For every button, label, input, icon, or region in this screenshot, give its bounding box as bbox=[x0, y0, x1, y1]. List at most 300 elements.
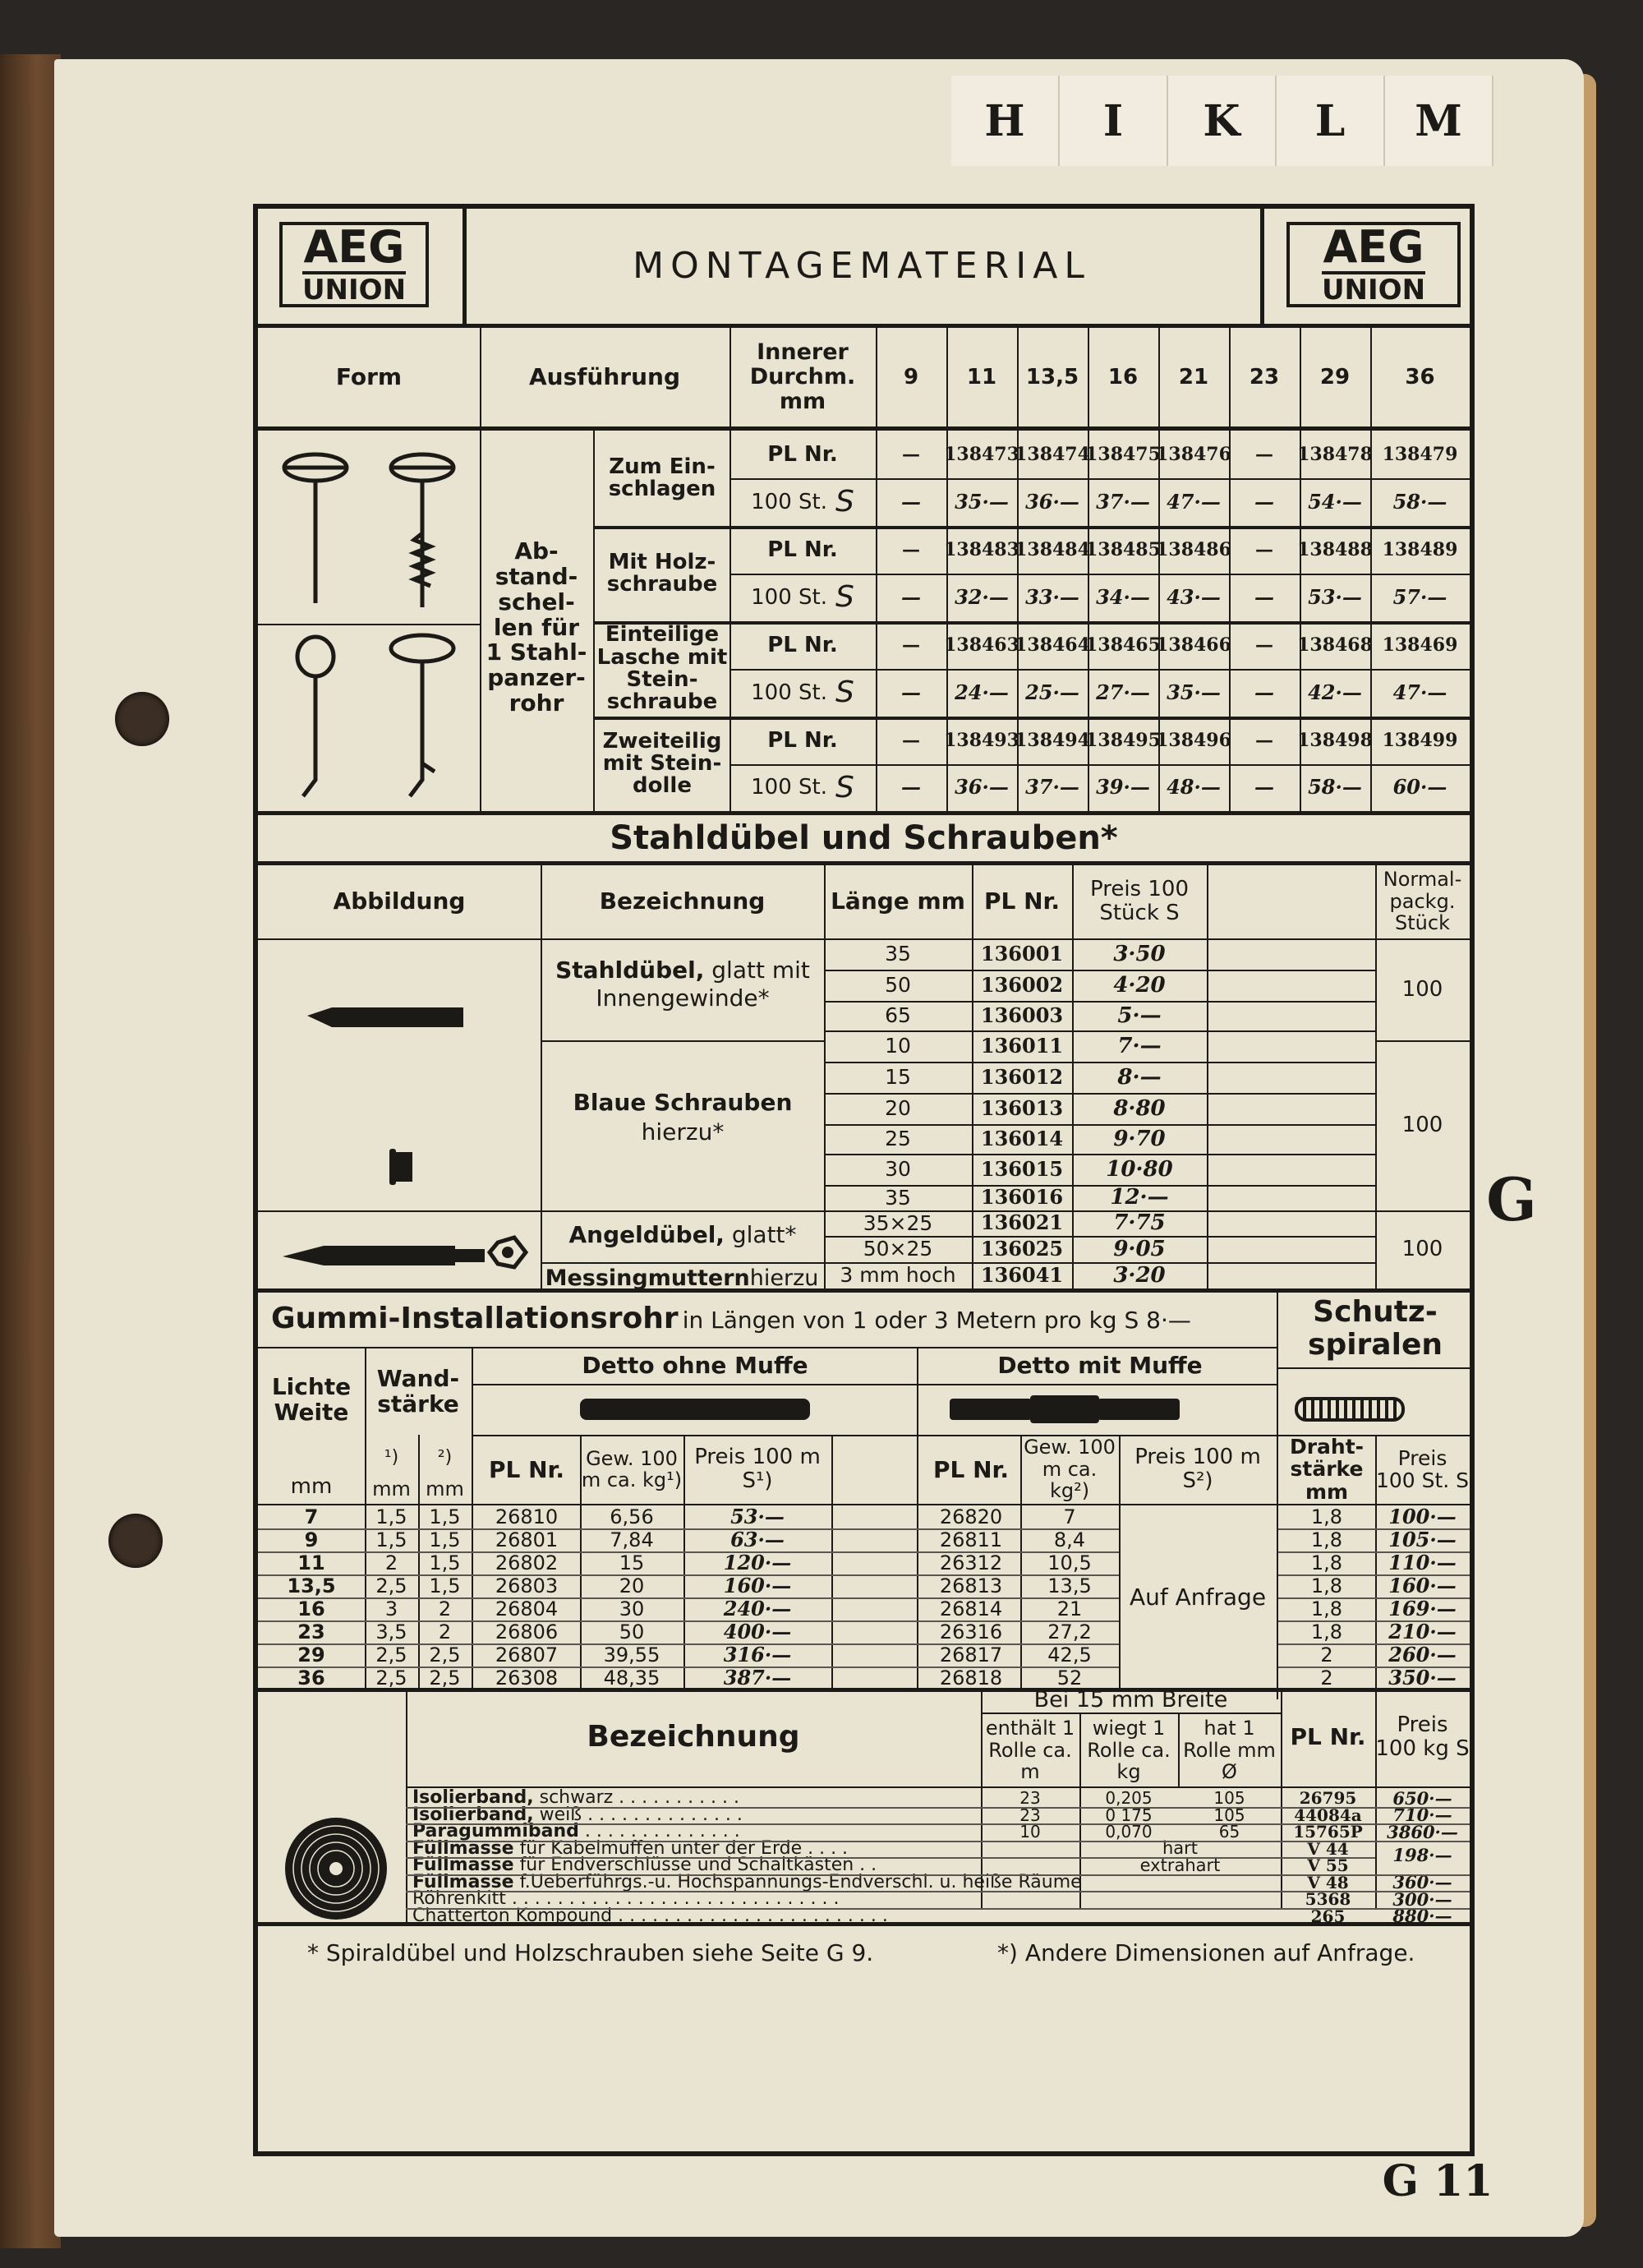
aeg-logo-left bbox=[279, 222, 429, 307]
t1-pl-cell: 138479 bbox=[1382, 443, 1458, 465]
t3-cell-d: 1,8 bbox=[1310, 1551, 1343, 1574]
t3-cell-pl2: 26316 bbox=[939, 1620, 1003, 1643]
t2-price: 12·— bbox=[1110, 1185, 1169, 1210]
t2-price: 8·— bbox=[1117, 1064, 1162, 1090]
t3-cell-lw: 11 bbox=[297, 1551, 325, 1574]
t3-cell-pl1: 26308 bbox=[495, 1666, 559, 1689]
t1-size-7: 36 bbox=[1405, 364, 1435, 390]
t1-pl-cell: — bbox=[902, 443, 920, 465]
t4-pl: V 48 bbox=[1307, 1872, 1349, 1892]
t1-pl-label: PL Nr. bbox=[767, 537, 838, 562]
t1-row-name: Einteilige Lasche mit Stein-schraube bbox=[596, 622, 728, 715]
t1-group-label: Ab-stand-schel-len für 1 Stahl-panzer-rohr bbox=[486, 537, 587, 717]
t3-cell-w2: 1,5 bbox=[429, 1528, 461, 1551]
t3-cell-w1: 3,5 bbox=[375, 1620, 407, 1643]
t4-head-bei: Bei 15 mm Breite bbox=[1033, 1687, 1228, 1713]
t3-head-gew2: Gew. 100 m ca. kg²) bbox=[1024, 1436, 1116, 1503]
t1-price-cell: — bbox=[1254, 489, 1274, 514]
t3-cell-lw: 16 bbox=[297, 1597, 325, 1620]
t3-cell-pl1: 26804 bbox=[495, 1597, 559, 1620]
logo-brand: AEG bbox=[1323, 221, 1424, 273]
t4-kg: 0,070 bbox=[1105, 1822, 1153, 1842]
t2-pl: 136011 bbox=[980, 1033, 1064, 1058]
t3-cell-w1: 2,5 bbox=[375, 1574, 407, 1597]
t1-qty-text: 100 St. bbox=[751, 489, 827, 514]
t2-pack-1: 100 bbox=[1401, 976, 1443, 1002]
t3-cell-g2: 21 bbox=[1056, 1597, 1083, 1620]
t4-row-bold: Paragummiband bbox=[412, 1821, 579, 1842]
t1-pl-label: PL Nr. bbox=[767, 441, 838, 467]
t2-pl: 136015 bbox=[980, 1156, 1064, 1181]
t4-head-bez: Bezeichnung bbox=[587, 1720, 800, 1754]
t4-head-pl: PL Nr. bbox=[1290, 1722, 1366, 1750]
t3-cell-w2: 2,5 bbox=[429, 1643, 461, 1666]
t1-pl-cell: 138463 bbox=[944, 634, 1019, 656]
t1-pl-cell: 138485 bbox=[1085, 538, 1161, 560]
t2-len: 20 bbox=[885, 1096, 911, 1121]
t3-cell-p3: 100·— bbox=[1388, 1504, 1457, 1528]
t3-head-wand: Wand-stärke bbox=[376, 1365, 460, 1418]
t3-cell-p1: 240·— bbox=[723, 1596, 792, 1620]
t1-price-cell: 32·— bbox=[955, 584, 1009, 609]
t3-schutz: Schutz-spiralen bbox=[1308, 1295, 1443, 1362]
t1-size-0: 9 bbox=[903, 364, 919, 390]
t1-size-4: 21 bbox=[1178, 364, 1209, 390]
t1-size-3: 16 bbox=[1107, 364, 1139, 390]
tab-m[interactable]: M bbox=[1385, 76, 1493, 166]
t3-cell-pl1: 26810 bbox=[495, 1505, 559, 1528]
t2-len: 50×25 bbox=[863, 1237, 933, 1261]
t3-cell-g1: 48,35 bbox=[603, 1666, 660, 1689]
t3-cell-g2: 42,5 bbox=[1047, 1643, 1092, 1666]
t1-pl-cell: 138473 bbox=[944, 443, 1019, 465]
t3-cell-p3: 110·— bbox=[1388, 1550, 1457, 1574]
t3-cell-d: 1,8 bbox=[1310, 1505, 1343, 1528]
t2-price: 7·— bbox=[1117, 1033, 1162, 1058]
t3-cell-lw: 23 bbox=[297, 1620, 325, 1643]
t1-currency: S bbox=[835, 580, 854, 615]
t4-pl: V 44 bbox=[1307, 1838, 1349, 1859]
t2-title: Stahldübel und Schrauben* bbox=[610, 819, 1118, 857]
t2-head-pl: PL Nr. bbox=[984, 887, 1060, 915]
t4-price: 198·— bbox=[1392, 1845, 1452, 1866]
t4-dia: 65 bbox=[1218, 1822, 1240, 1842]
t1-currency: S bbox=[835, 485, 854, 519]
t1-pl-cell: 138494 bbox=[1015, 729, 1090, 751]
t3-cell-pl1: 26801 bbox=[495, 1528, 559, 1551]
t3-cell-p1: 53·— bbox=[730, 1504, 785, 1528]
t1-price-cell: — bbox=[901, 775, 921, 800]
t1-size-5: 23 bbox=[1249, 364, 1280, 390]
t1-price-cell: 24·— bbox=[955, 680, 1009, 704]
t2-head-len: Länge mm bbox=[831, 887, 965, 915]
t3-title-main: Gummi-Installationsrohr bbox=[271, 1302, 679, 1335]
t4-price: 3860·— bbox=[1387, 1821, 1458, 1842]
t2-desc-angeldubel-rest: glatt* bbox=[731, 1221, 797, 1248]
t1-qty-text: 100 St. bbox=[751, 584, 827, 610]
t3-cell-d: 2 bbox=[1320, 1666, 1333, 1689]
t3-cell-w2: 1,5 bbox=[429, 1574, 461, 1597]
t3-cell-g1: 15 bbox=[619, 1551, 645, 1574]
t4-row-rest: für Kabelmuffen unter der Erde . . . . bbox=[519, 1837, 849, 1859]
t3-cell-pl2: 26818 bbox=[939, 1666, 1003, 1689]
t1-row-name: Zweiteilig mit Stein-dolle bbox=[602, 728, 722, 799]
t3-cell-lw: 13,5 bbox=[287, 1574, 336, 1597]
t1-pl-cell: 138496 bbox=[1156, 729, 1231, 751]
t1-pl-label: PL Nr. bbox=[767, 727, 838, 753]
t3-cell-pl1: 26802 bbox=[495, 1551, 559, 1574]
t3-cell-w2: 1,5 bbox=[429, 1505, 461, 1528]
t1-price-cell: — bbox=[901, 584, 921, 609]
t3-cell-g2: 27,2 bbox=[1047, 1620, 1092, 1643]
t2-desc-messing-name: Messingmuttern bbox=[545, 1265, 750, 1291]
t4-ent: 23 bbox=[1019, 1805, 1041, 1825]
t4-row-bold: Füllmasse bbox=[412, 1871, 514, 1892]
t3-head-mm: mm bbox=[290, 1473, 333, 1499]
t2-desc-schrauben bbox=[547, 1088, 818, 1148]
t2-len: 35 bbox=[885, 1185, 911, 1210]
t1-price-cell: 58·— bbox=[1392, 489, 1447, 514]
page-number: G 11 bbox=[1382, 2156, 1493, 2207]
t1-pl-cell: 138466 bbox=[1156, 634, 1231, 656]
tab-k[interactable]: K bbox=[1168, 76, 1277, 166]
punch-hole-top bbox=[115, 692, 169, 746]
t1-pl-cell: — bbox=[902, 634, 920, 656]
t2-len: 10 bbox=[885, 1034, 911, 1058]
t3-cell-p1: 63·— bbox=[730, 1527, 785, 1551]
t1-price-cell: 47·— bbox=[1392, 680, 1447, 704]
t2-price: 9·70 bbox=[1113, 1126, 1166, 1151]
t2-len: 50 bbox=[885, 973, 911, 998]
t3-cell-w1: 2 bbox=[384, 1551, 398, 1574]
t3-cell-g1: 20 bbox=[619, 1574, 645, 1597]
t2-pack-3: 100 bbox=[1401, 1237, 1443, 1262]
t4-ent: 23 bbox=[1019, 1788, 1041, 1809]
t1-pl-cell: 138469 bbox=[1382, 634, 1458, 656]
t3-cell-w1: 1,5 bbox=[375, 1505, 407, 1528]
t1-qty-text: 100 St. bbox=[751, 680, 827, 705]
t3-head-mit: Detto mit Muffe bbox=[997, 1351, 1203, 1379]
t3-cell-lw: 29 bbox=[297, 1643, 325, 1666]
t3-cell-w1: 3 bbox=[384, 1597, 398, 1620]
t3-cell-pl2: 26814 bbox=[939, 1597, 1003, 1620]
t2-price: 7·75 bbox=[1113, 1210, 1166, 1236]
t1-head-inner: Innerer Durchm. mm bbox=[749, 339, 856, 414]
t4-pl: 26795 bbox=[1299, 1788, 1357, 1809]
t1-pl-cell: 138486 bbox=[1156, 538, 1231, 560]
t2-price: 8·80 bbox=[1113, 1095, 1166, 1121]
t2-price: 4·20 bbox=[1113, 972, 1166, 998]
t3-cell-g1: 6,56 bbox=[610, 1505, 654, 1528]
t1-price-cell: — bbox=[1254, 584, 1274, 609]
t3-head-w2: ²) bbox=[437, 1446, 453, 1468]
t1-price-cell: 36·— bbox=[1025, 489, 1079, 514]
t2-head-bez: Bezeichnung bbox=[599, 887, 766, 915]
t3-cell-g2: 8,4 bbox=[1053, 1528, 1086, 1551]
t3-cell-w1: 1,5 bbox=[375, 1528, 407, 1551]
t3-cell-pl2: 26813 bbox=[939, 1574, 1003, 1597]
t4-price: 650·— bbox=[1392, 1787, 1452, 1809]
t1-price-cell: 37·— bbox=[1096, 489, 1150, 514]
t3-cell-pl2: 26817 bbox=[939, 1643, 1003, 1666]
t1-pl-cell: — bbox=[902, 538, 920, 560]
t1-qty-label bbox=[731, 669, 874, 717]
t1-price-cell: — bbox=[901, 489, 921, 514]
t1-qty-label bbox=[731, 478, 874, 526]
t2-pl: 136041 bbox=[980, 1262, 1064, 1287]
t3-cell-p3: 105·— bbox=[1388, 1527, 1457, 1551]
t1-pl-cell: 138499 bbox=[1382, 729, 1458, 751]
t1-price-cell: 58·— bbox=[1308, 775, 1362, 800]
t2-len: 15 bbox=[885, 1065, 911, 1090]
register-tabs bbox=[951, 76, 1493, 166]
t2-pl: 136014 bbox=[980, 1126, 1064, 1150]
t1-pl-cell: 138493 bbox=[944, 729, 1019, 751]
t1-price-cell: — bbox=[1254, 680, 1274, 704]
t3-cell-pl1: 26806 bbox=[495, 1620, 559, 1643]
t4-price: 300·— bbox=[1392, 1888, 1452, 1910]
t1-pl-label: PL Nr. bbox=[767, 632, 838, 657]
t1-price-cell: 37·— bbox=[1025, 775, 1079, 800]
t4-hard: hart bbox=[1162, 1838, 1199, 1859]
logo-sub: UNION bbox=[302, 271, 406, 304]
t3-cell-w2: 2 bbox=[438, 1620, 452, 1643]
t3-cell-pl1: 26807 bbox=[495, 1643, 559, 1666]
t1-price-cell: 27·— bbox=[1096, 680, 1150, 704]
t1-price-cell: 39·— bbox=[1096, 775, 1150, 800]
t3-cell-p3: 260·— bbox=[1388, 1642, 1457, 1666]
t2-pl: 136021 bbox=[980, 1210, 1064, 1235]
t3-cell-pl2: 26312 bbox=[939, 1551, 1003, 1574]
t1-pl-cell: 138468 bbox=[1297, 634, 1373, 656]
t3-cell-g2: 13,5 bbox=[1047, 1574, 1092, 1597]
t3-cell-w1: 2,5 bbox=[375, 1666, 407, 1689]
t1-pl-cell: 138495 bbox=[1085, 729, 1161, 751]
t2-desc-angeldubel-name: Angeldübel, bbox=[568, 1221, 725, 1248]
t1-price-cell: 43·— bbox=[1167, 584, 1221, 609]
t1-price-cell: — bbox=[901, 680, 921, 704]
t1-price-cell: 35·— bbox=[1167, 680, 1221, 704]
aeg-logo-right bbox=[1286, 222, 1461, 307]
tab-h[interactable]: H bbox=[951, 76, 1060, 166]
t1-qty-label bbox=[731, 574, 874, 621]
t3-cell-p3: 210·— bbox=[1388, 1619, 1457, 1643]
t4-row-rest: für Endverschlüsse und Schaltkästen . . bbox=[519, 1855, 877, 1875]
tape-roll-icon bbox=[283, 1815, 389, 1922]
t3-cell-p3: 169·— bbox=[1388, 1596, 1457, 1620]
catalog-frame bbox=[253, 204, 1475, 2156]
t1-pl-cell: — bbox=[1255, 443, 1273, 465]
t2-head-abb: Abbildung bbox=[333, 887, 466, 915]
t2-pl: 136001 bbox=[980, 941, 1064, 966]
t3-cell-g2: 7 bbox=[1063, 1505, 1076, 1528]
t1-size-2: 13,5 bbox=[1025, 364, 1079, 390]
t2-pl: 136016 bbox=[980, 1185, 1064, 1210]
t1-pl-cell: 138465 bbox=[1085, 634, 1161, 656]
binder-spine bbox=[0, 54, 61, 2248]
t4-pl: V 55 bbox=[1307, 1855, 1349, 1876]
punch-hole-bottom bbox=[108, 1514, 163, 1568]
t3-cell-w2: 2 bbox=[438, 1597, 452, 1620]
t1-price-cell: 60·— bbox=[1392, 775, 1447, 800]
logo-sub: UNION bbox=[1322, 271, 1425, 304]
t2-pl: 136003 bbox=[980, 1003, 1064, 1027]
t2-desc-stahldubel bbox=[547, 957, 818, 1012]
t2-pl: 136002 bbox=[980, 972, 1064, 997]
t3-cell-g2: 10,5 bbox=[1047, 1551, 1092, 1574]
t4-row-rest: Röhrenkitt . . . . . . . . . . . . . . . . . . . . . . . . . . . . . bbox=[412, 1888, 840, 1909]
t1-price-cell: 54·— bbox=[1308, 489, 1362, 514]
t1-pl-cell: — bbox=[1255, 634, 1273, 656]
t1-pl-cell: 138475 bbox=[1085, 443, 1161, 465]
t3-head-preis1: Preis 100 m S¹) bbox=[694, 1445, 821, 1493]
footnote-spiraldubel: * Spiraldübel und Holzschrauben siehe Seite G 9. bbox=[307, 1939, 874, 1966]
t4-price: 710·— bbox=[1392, 1805, 1452, 1826]
t3-cell-d: 1,8 bbox=[1310, 1620, 1343, 1643]
t4-row-rest: . . . . . . . . . . . . . . bbox=[584, 1821, 740, 1842]
t2-pack-2: 100 bbox=[1401, 1113, 1443, 1138]
t1-price-cell: 48·— bbox=[1167, 775, 1221, 800]
t1-row-name: Zum Ein-schlagen bbox=[608, 454, 716, 501]
t3-cell-lw: 7 bbox=[304, 1505, 319, 1528]
t1-pl-cell: 138474 bbox=[1015, 443, 1090, 465]
t4-head-ent: enthält 1 Rolle ca. m bbox=[985, 1717, 1075, 1784]
t2-desc-schrauben-name: Blaue Schrauben bbox=[573, 1089, 793, 1116]
dowel-illustrations bbox=[274, 948, 529, 1293]
t1-row-name: Mit Holz-schraube bbox=[606, 549, 718, 597]
t3-cell-g1: 39,55 bbox=[603, 1643, 660, 1666]
t1-pl-cell: 138476 bbox=[1156, 443, 1231, 465]
t3-cell-w2: 2,5 bbox=[429, 1666, 461, 1689]
t4-ent: 10 bbox=[1019, 1822, 1041, 1842]
t2-price: 3·20 bbox=[1113, 1262, 1166, 1288]
t3-cell-p1: 160·— bbox=[723, 1573, 792, 1597]
t3-head-ohne: Detto ohne Muffe bbox=[582, 1351, 808, 1379]
t3-cell-p1: 400·— bbox=[723, 1619, 792, 1643]
t4-dia: 105 bbox=[1213, 1805, 1245, 1825]
t3-cell-p1: 387·— bbox=[723, 1665, 792, 1689]
t3-title bbox=[271, 1302, 1191, 1335]
t1-pl-cell: 138498 bbox=[1297, 729, 1373, 751]
t2-desc-stahldubel-rest: glatt mit Innengewinde* bbox=[596, 957, 810, 1012]
t1-price-cell: 25·— bbox=[1025, 680, 1079, 704]
t3-head-pl1: PL Nr. bbox=[489, 1455, 564, 1483]
t4-dia: 105 bbox=[1213, 1788, 1245, 1809]
t3-cell-d: 1,8 bbox=[1310, 1574, 1343, 1597]
t4-hard: extrahart bbox=[1139, 1855, 1221, 1875]
t4-pl: 265 bbox=[1310, 1906, 1346, 1926]
t3-cell-pl1: 26803 bbox=[495, 1574, 559, 1597]
t1-size-1: 11 bbox=[966, 364, 997, 390]
t3-cell-g1: 50 bbox=[619, 1620, 645, 1643]
t2-price: 3·50 bbox=[1113, 941, 1166, 966]
section-letter: G bbox=[1486, 1164, 1537, 1235]
t1-size-6: 29 bbox=[1319, 364, 1351, 390]
t1-price-cell: 53·— bbox=[1308, 584, 1362, 609]
t4-pl: 44084a bbox=[1294, 1805, 1362, 1825]
t4-price: 880·— bbox=[1392, 1906, 1452, 1927]
t2-desc-schrauben-rest: hierzu* bbox=[641, 1118, 725, 1146]
t4-head-wiegt: wiegt 1 Rolle ca. kg bbox=[1087, 1717, 1171, 1784]
t4-row-bold: Isolierband, bbox=[412, 1787, 534, 1808]
t2-desc-angeldubel bbox=[547, 1221, 818, 1248]
page-title: MONTAGEMATERIAL bbox=[633, 244, 1091, 287]
t1-price-cell: 57·— bbox=[1392, 584, 1447, 609]
t1-pl-cell: — bbox=[1255, 538, 1273, 560]
t1-qty-text: 100 St. bbox=[751, 775, 827, 800]
t1-price-cell: 33·— bbox=[1025, 584, 1079, 609]
t2-price: 10·80 bbox=[1106, 1156, 1173, 1182]
t2-price: 5·— bbox=[1117, 1003, 1162, 1028]
t3-cell-p3: 160·— bbox=[1388, 1573, 1457, 1597]
t3-cell-p1: 316·— bbox=[723, 1642, 792, 1666]
t1-price-cell: 42·— bbox=[1308, 680, 1362, 704]
t2-head-price: Preis 100 Stück S bbox=[1090, 877, 1189, 925]
t3-cell-p1: 120·— bbox=[723, 1550, 792, 1574]
t4-kg: 0 175 bbox=[1105, 1805, 1153, 1825]
t4-row-rest: schwarz . . . . . . . . . . . bbox=[539, 1787, 740, 1808]
t2-pl: 136025 bbox=[980, 1236, 1064, 1261]
t3-head-pl2: PL Nr. bbox=[933, 1455, 1009, 1483]
t3-head-preis2: Preis 100 m S²) bbox=[1134, 1445, 1261, 1493]
t1-price-cell: 36·— bbox=[955, 775, 1009, 800]
tab-l[interactable]: L bbox=[1277, 76, 1385, 166]
t4-pl: 5368 bbox=[1305, 1889, 1351, 1910]
t4-head-hat: hat 1 Rolle mm Ø bbox=[1183, 1717, 1276, 1784]
t1-head-form: Form bbox=[335, 362, 403, 390]
tab-i[interactable]: I bbox=[1060, 76, 1168, 166]
t3-head-draht: Draht-stärke mm bbox=[1289, 1434, 1365, 1504]
t3-cell-pl2: 26820 bbox=[939, 1505, 1003, 1528]
t3-title-rest: in Längen von 1 oder 3 Metern pro kg S 8·— bbox=[682, 1307, 1191, 1334]
t1-price-cell: 34·— bbox=[1096, 584, 1150, 609]
t3-cell-w1: 2,5 bbox=[375, 1643, 407, 1666]
t2-head-pack: Normal-packg. Stück bbox=[1383, 868, 1462, 935]
t2-len: 3 mm hoch bbox=[840, 1263, 956, 1288]
t3-cell-d: 1,8 bbox=[1310, 1528, 1343, 1551]
t4-row-bold: Füllmasse bbox=[412, 1837, 514, 1859]
t2-len: 25 bbox=[885, 1127, 911, 1151]
logo-brand: AEG bbox=[303, 221, 405, 273]
t1-pl-cell: 138483 bbox=[944, 538, 1019, 560]
t1-price-cell: 35·— bbox=[955, 489, 1009, 514]
t4-kg: 0,205 bbox=[1105, 1788, 1153, 1809]
t3-head-gew1: Gew. 100 m ca. kg¹) bbox=[581, 1446, 683, 1491]
t1-pl-cell: 138484 bbox=[1015, 538, 1090, 560]
rubber-tube-illustrations bbox=[473, 1385, 1470, 1435]
t3-cell-d: 1,8 bbox=[1310, 1597, 1343, 1620]
t3-cell-p3: 350·— bbox=[1388, 1665, 1457, 1689]
footnote-dimensions: *) Andere Dimensionen auf Anfrage. bbox=[997, 1939, 1415, 1966]
t3-head-preis3: Preis 100 St. S bbox=[1375, 1445, 1470, 1492]
t1-currency: S bbox=[835, 675, 854, 710]
t1-pl-cell: 138464 bbox=[1015, 634, 1090, 656]
t3-head-w1: ¹) bbox=[384, 1446, 399, 1468]
t1-price-cell: 47·— bbox=[1167, 489, 1221, 514]
t2-desc-messing bbox=[542, 1265, 822, 1291]
t3-cell-lw: 36 bbox=[297, 1666, 325, 1689]
t3-head-w1-mm: mm bbox=[372, 1477, 411, 1500]
t3-cell-d: 2 bbox=[1320, 1643, 1333, 1666]
t4-pl: 15765P bbox=[1293, 1822, 1363, 1842]
pipe-clamp-illustrations bbox=[266, 435, 472, 809]
t1-pl-cell: 138488 bbox=[1297, 538, 1373, 560]
t3-head-lichte: Lichte Weite bbox=[271, 1373, 352, 1426]
t4-price: 360·— bbox=[1392, 1872, 1452, 1893]
t2-desc-stahldubel-name: Stahldübel, bbox=[555, 957, 705, 984]
t1-head-ausf: Ausführung bbox=[528, 362, 681, 390]
t2-len: 65 bbox=[885, 1003, 911, 1028]
